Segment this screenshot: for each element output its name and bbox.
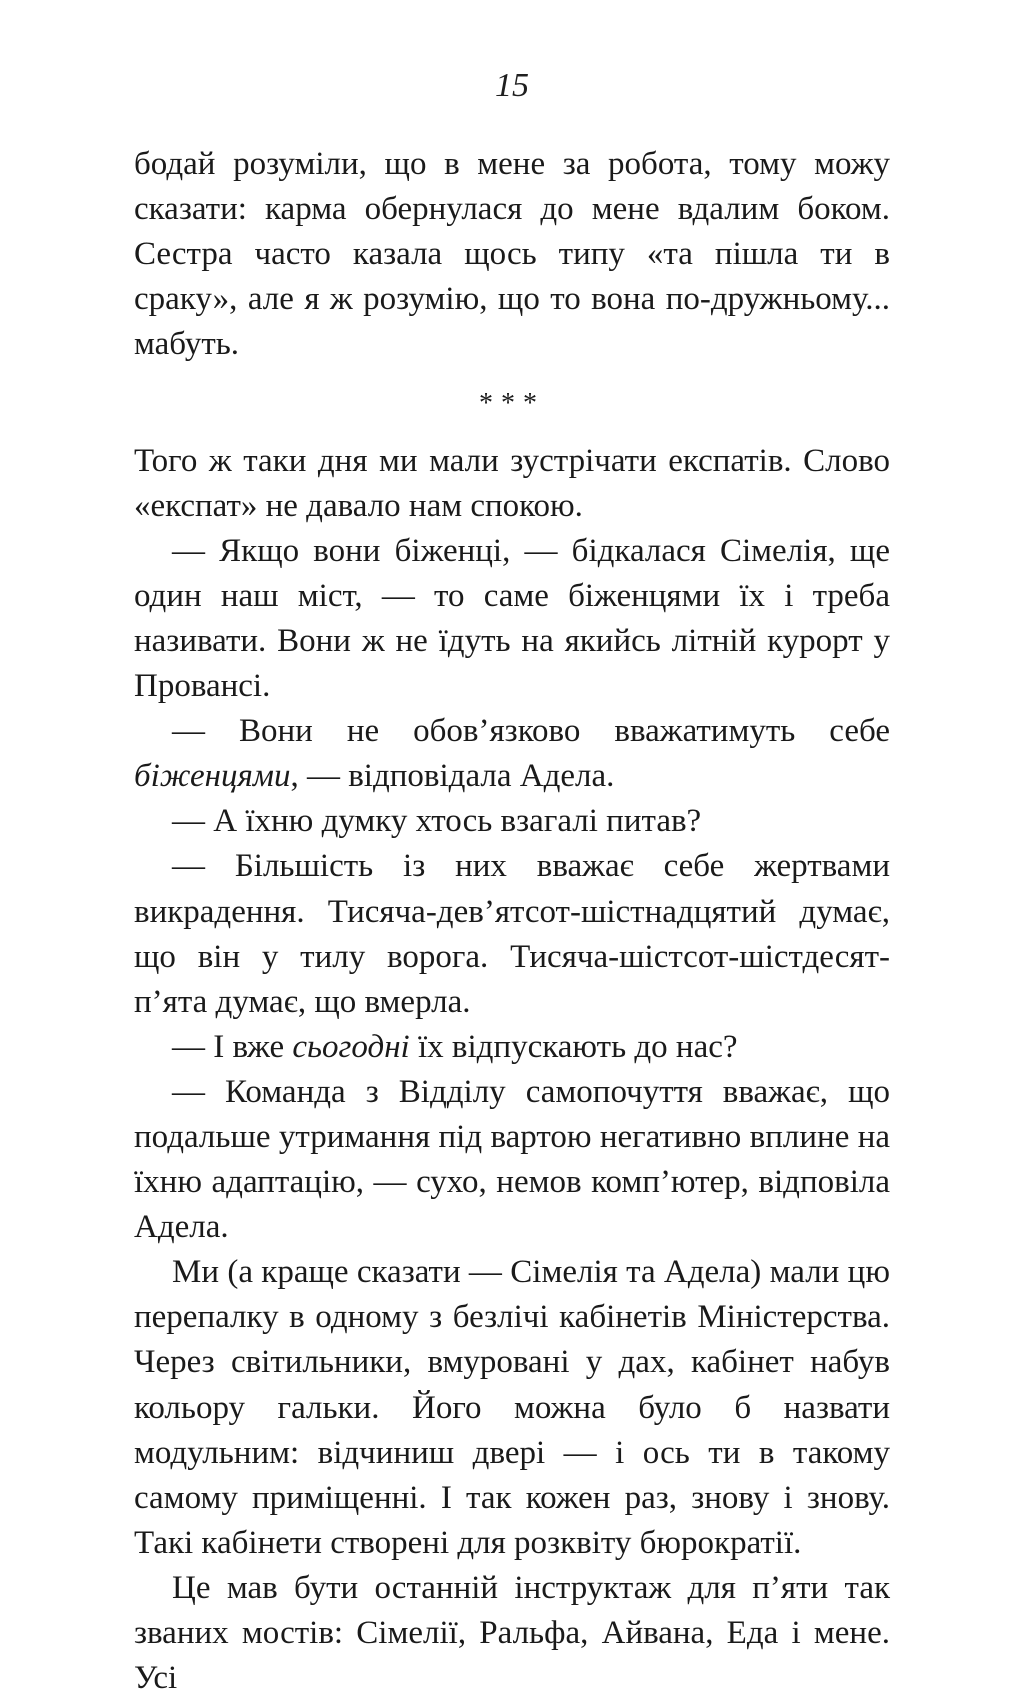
- paragraph: Це мав бути останній інструктаж для п’яти так званих мостів: Сімелії, Ральфа, Айвана, Еда і мене. Усі: [134, 1569, 890, 1697]
- dialogue-text: , — відповідала Адела.: [290, 758, 615, 795]
- dialogue-line: [134, 1025, 890, 1070]
- dialogue-text: — Вони не обов’язково вважатимуть себе: [172, 713, 890, 750]
- italic-emphasis: біженцями: [134, 758, 291, 795]
- dialogue-line: — Якщо вони біженці, — бідкалася Сімелія, ще один наш міст, — то саме біженцями їх і треба називати. Вони ж не їдуть на якийсь літній курорт у Провансі.: [134, 532, 890, 705]
- page-number: 15: [495, 67, 529, 104]
- dialogue-line: — Більшість із них вважає себе жертвами викрадення. Тисяча-дев’ятсот-шістнадцятий думає, що він у тилу ворога. Тисяча-шістсот-шістдесят-п’ята думає, що вмерла.: [134, 848, 890, 1020]
- body-text: [134, 142, 890, 1701]
- dialogue-line: [134, 709, 890, 799]
- paragraph: Того ж таки дня ми мали зустрічати експатів. Слово «експат» не давало нам спокою.: [134, 442, 890, 524]
- section-separator: ***: [479, 388, 545, 420]
- dialogue-text: їх відпускають до нас?: [409, 1028, 738, 1065]
- dialogue-line: — А їхню думку хтось взагалі питав?: [172, 803, 702, 840]
- paragraph: бодай розуміли, що в мене за робота, тому можу сказати: карма обернулася до мене вдалим боком. Сестра часто казала щось типу «та пішла ти в сраку», але я ж розумію, що то вона по-дружньому... мабуть.: [134, 146, 890, 363]
- italic-emphasis: сьогодні: [292, 1028, 410, 1065]
- dialogue-text: — І вже: [172, 1028, 293, 1065]
- dialogue-line: — Команда з Відділу самопочуття вважає, що подальше утримання під вартою негативно вплине на їхню адаптацію, — сухо, немов комп’ютер, відповіла Адела.: [134, 1073, 890, 1246]
- book-page: [134, 0, 890, 1697]
- paragraph: Ми (а краще сказати — Сімелія та Адела) мали цю перепалку в одному з безлічі кабінетів Міністерства. Через світильники, вмуровані у дах, кабінет набув кольору гальки. Його можна було б назвати модульним: відчиниш двері — і ось ти в такому самому приміщенні. І так кожен раз, знову і знову. Такі кабінети створені для розквіту бюрократії.: [134, 1254, 890, 1561]
